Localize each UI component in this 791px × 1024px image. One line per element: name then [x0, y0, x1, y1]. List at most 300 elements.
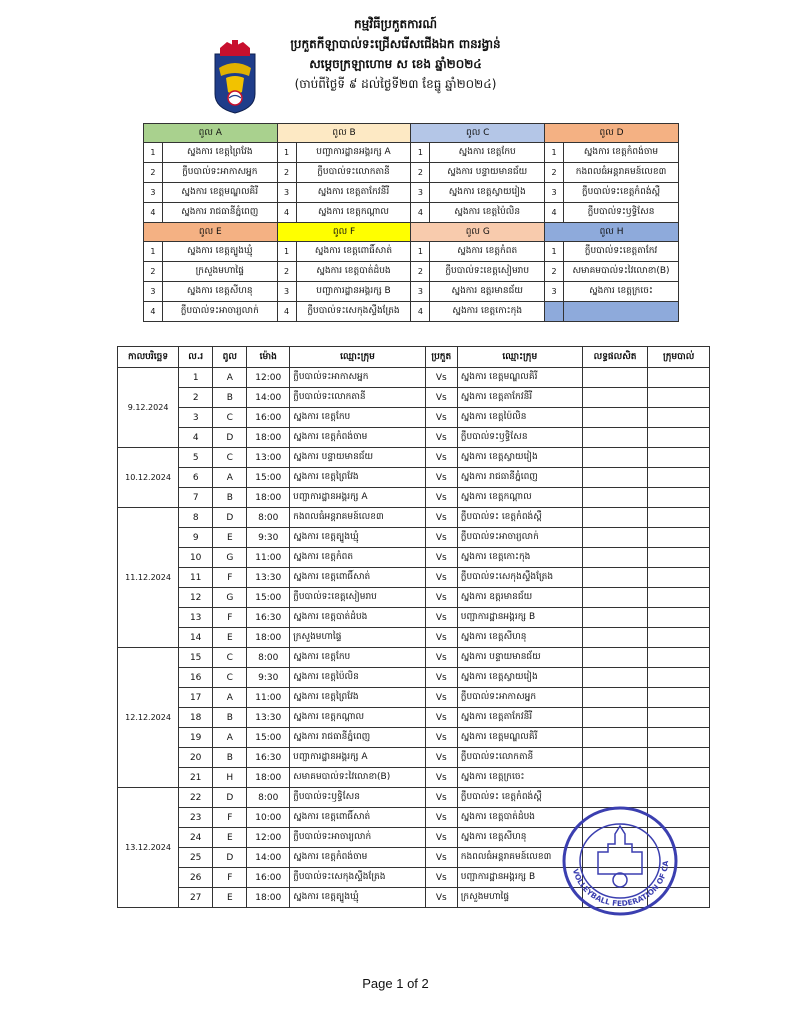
match-number: 13 — [179, 608, 213, 628]
pool-seed: 1 — [277, 242, 296, 262]
team-away: បញ្ជាការដ្ឋានអង្គរក្ស B — [457, 608, 582, 628]
pool-header-row — [144, 124, 679, 143]
match-pool: D — [213, 428, 247, 448]
match-time: 16:30 — [247, 748, 290, 768]
match-number: 14 — [179, 628, 213, 648]
schedule-header-7: លទ្ធផលសិត — [582, 347, 647, 368]
pool-team: ស្នងការ ខេត្តតាកែវនីរី — [296, 183, 411, 203]
match-time: 9:30 — [247, 668, 290, 688]
match-row — [118, 388, 710, 408]
team-away: ស្នងការ ខេត្តកណ្តាល — [457, 488, 582, 508]
schedule-header-1: ល.រ — [179, 347, 213, 368]
pool-seed: 3 — [277, 282, 296, 302]
pool-seed: 2 — [277, 262, 296, 282]
schedule-header-3: ម៉ោង — [247, 347, 290, 368]
match-row — [118, 688, 710, 708]
pool-team: ស្នងការ ខេត្តព្រៃវែង — [162, 143, 277, 163]
team-away: ស្នងការ ខេត្តមណ្ឌលគិរី — [457, 728, 582, 748]
result-cell — [582, 568, 647, 588]
pool-seed: 1 — [144, 143, 163, 163]
match-vs: Vs — [425, 428, 457, 448]
match-vs: Vs — [425, 828, 457, 848]
result-cell — [582, 588, 647, 608]
pool-team: ស្នងការ ខេត្តកណ្តាល — [296, 203, 411, 223]
pool-seed — [545, 302, 564, 322]
team-home: ក្លឹបបាល់ទះសេកុងស្ទឹងត្រែង — [290, 868, 426, 888]
referee-cell — [648, 368, 710, 388]
team-home: ស្នងការ ខេត្តត្បូងឃ្មុំ — [290, 888, 426, 908]
referee-cell — [648, 408, 710, 428]
pool-row — [144, 163, 679, 183]
match-pool: B — [213, 708, 247, 728]
team-home: ស្នងការ ខេត្តកែប — [290, 648, 426, 668]
match-time: 18:00 — [247, 628, 290, 648]
result-cell — [582, 548, 647, 568]
team-away: កងពលធំអន្តរាគមន៍លេខ៣ — [457, 848, 582, 868]
match-row — [118, 408, 710, 428]
pool-seed: 4 — [545, 203, 564, 223]
match-pool: G — [213, 588, 247, 608]
match-time: 14:00 — [247, 388, 290, 408]
match-row — [118, 628, 710, 648]
referee-cell — [648, 748, 710, 768]
team-home: ស្នងការ ខេត្តបាត់ដំបង — [290, 608, 426, 628]
match-pool: E — [213, 888, 247, 908]
team-home: ស្នងការ រាជធានីភ្នំពេញ — [290, 728, 426, 748]
pool-team: ស្នងការ ខេត្តប៉ៃលិន — [430, 203, 545, 223]
match-vs: Vs — [425, 628, 457, 648]
match-time: 16:00 — [247, 868, 290, 888]
referee-cell — [648, 428, 710, 448]
referee-cell — [648, 448, 710, 468]
match-vs: Vs — [425, 508, 457, 528]
match-number: 24 — [179, 828, 213, 848]
team-home: សមាគមបាល់ទះវៃលោខា(B) — [290, 768, 426, 788]
match-pool: B — [213, 748, 247, 768]
pool-team: ស្នងការ ខេត្តកែប — [430, 143, 545, 163]
result-cell — [582, 388, 647, 408]
match-row — [118, 428, 710, 448]
result-cell — [582, 488, 647, 508]
team-home: ស្នងការ ខេត្តកំពង់ចាម — [290, 428, 426, 448]
schedule-header-8: ក្រុមបាល់ — [648, 347, 710, 368]
pool-team: ស្នងការ ខេត្តមណ្ឌលគិរី — [162, 183, 277, 203]
pool-seed: 4 — [144, 203, 163, 223]
result-cell — [582, 528, 647, 548]
pool-team: ស្នងការ បន្ទាយមានជ័យ — [430, 163, 545, 183]
match-pool: E — [213, 528, 247, 548]
pool-team: ស្នងការ ខេត្តកោះកុង — [430, 302, 545, 322]
schedule-header-5: ប្រកួត — [425, 347, 457, 368]
match-vs: Vs — [425, 728, 457, 748]
match-row — [118, 588, 710, 608]
team-home: ក្លឹបបាល់ទះឫទ្ធិសែន — [290, 788, 426, 808]
pool-team: ក្លឹបបាល់ទះឫទ្ធិសែន — [564, 203, 679, 223]
pool-header-c: ពូល C — [411, 124, 545, 143]
match-row — [118, 508, 710, 528]
team-away: ស្នងការ បន្ទាយមានជ័យ — [457, 648, 582, 668]
header-trophy: សម្តេចក្រឡាហោម ស ខេង ឆ្នាំ២០២៤ — [309, 57, 482, 71]
match-vs: Vs — [425, 868, 457, 888]
match-vs: Vs — [425, 808, 457, 828]
team-home: ស្នងការ ខេត្តប៉ៃលិន — [290, 668, 426, 688]
pool-team: កងពលធំអន្តរាគមន៍លេខ៣ — [564, 163, 679, 183]
match-row — [118, 648, 710, 668]
pool-seed: 2 — [144, 163, 163, 183]
team-home: ស្នងការ ខេត្តពោធិ៍សាត់ — [290, 808, 426, 828]
match-pool: F — [213, 808, 247, 828]
match-pool: A — [213, 728, 247, 748]
schedule-header-6: ឈ្មោះក្រុម — [457, 347, 582, 368]
result-cell — [582, 748, 647, 768]
pool-team — [564, 302, 679, 322]
match-pool: D — [213, 508, 247, 528]
match-number: 19 — [179, 728, 213, 748]
pool-row — [144, 302, 679, 322]
referee-cell — [648, 688, 710, 708]
team-home: ក្រសួងមហាផ្ទៃ — [290, 628, 426, 648]
match-time: 12:00 — [247, 368, 290, 388]
match-number: 11 — [179, 568, 213, 588]
team-home: ក្លឹបបាល់ទះអាកាសអ្នក — [290, 368, 426, 388]
pool-team: ក្លឹបបាល់ទះខេត្តកំពង់ស្ពឺ — [564, 183, 679, 203]
match-row — [118, 468, 710, 488]
pool-seed: 2 — [411, 163, 430, 183]
pool-team: ស្នងការ ខេត្តពោធិ៍សាត់ — [296, 242, 411, 262]
team-away: ស្នងការ ខេត្តប៉ៃលិន — [457, 408, 582, 428]
match-time: 18:00 — [247, 488, 290, 508]
referee-cell — [648, 548, 710, 568]
team-away: ស្នងការ ខេត្តតាកែវនីរី — [457, 708, 582, 728]
pool-team: បញ្ជាការដ្ឋានអង្គរក្ស A — [296, 143, 411, 163]
match-number: 7 — [179, 488, 213, 508]
pool-row — [144, 183, 679, 203]
team-home: ស្នងការ ខេត្តព្រៃវែង — [290, 468, 426, 488]
team-away: ក្លឹបបាល់ទះឫទ្ធិសែន — [457, 428, 582, 448]
match-vs: Vs — [425, 548, 457, 568]
match-number: 6 — [179, 468, 213, 488]
team-away: ស្នងការ ខេត្តកោះកុង — [457, 548, 582, 568]
match-time: 15:00 — [247, 588, 290, 608]
referee-cell — [648, 768, 710, 788]
pool-row — [144, 143, 679, 163]
pool-header-e: ពូល E — [144, 223, 278, 242]
pool-team: សមាគមបាល់ទះវៃលោខា(B) — [564, 262, 679, 282]
match-number: 1 — [179, 368, 213, 388]
team-away: បញ្ជាការដ្ឋានអង្គរក្ស B — [457, 868, 582, 888]
team-home: ក្លឹបបាល់ទះខេត្តសៀមរាប — [290, 588, 426, 608]
match-number: 22 — [179, 788, 213, 808]
pool-seed: 3 — [545, 282, 564, 302]
pool-header-g: ពូល G — [411, 223, 545, 242]
pool-seed: 4 — [411, 203, 430, 223]
team-home: បញ្ជាការដ្ឋានអង្គរក្ស A — [290, 488, 426, 508]
referee-cell — [648, 728, 710, 748]
schedule-header-4: ឈ្មោះក្រុម — [290, 347, 426, 368]
match-number: 4 — [179, 428, 213, 448]
match-row — [118, 488, 710, 508]
result-cell — [582, 368, 647, 388]
pool-team: ស្នងការ ខេត្តកំពត — [430, 242, 545, 262]
match-pool: A — [213, 688, 247, 708]
referee-cell — [648, 608, 710, 628]
referee-cell — [648, 388, 710, 408]
match-number: 20 — [179, 748, 213, 768]
schedule-header-2: ពូល — [213, 347, 247, 368]
match-number: 8 — [179, 508, 213, 528]
match-number: 2 — [179, 388, 213, 408]
pool-seed: 4 — [411, 302, 430, 322]
match-pool: C — [213, 668, 247, 688]
pool-seed: 2 — [144, 262, 163, 282]
result-cell — [582, 648, 647, 668]
result-cell — [582, 628, 647, 648]
match-time: 9:30 — [247, 528, 290, 548]
match-pool: A — [213, 468, 247, 488]
pool-seed: 2 — [411, 262, 430, 282]
match-date: 10.12.2024 — [118, 448, 179, 508]
pool-seed: 1 — [411, 242, 430, 262]
team-away: ស្នងការ រាជធានីភ្នំពេញ — [457, 468, 582, 488]
result-cell — [582, 728, 647, 748]
match-vs: Vs — [425, 668, 457, 688]
referee-cell — [648, 568, 710, 588]
team-home: ស្នងការ ខេត្តត្បូងឃ្មុំ — [290, 528, 426, 548]
pool-seed: 4 — [144, 302, 163, 322]
pool-seed: 3 — [144, 282, 163, 302]
referee-cell — [648, 648, 710, 668]
match-time: 15:00 — [247, 468, 290, 488]
pool-seed: 1 — [144, 242, 163, 262]
pool-team: ស្នងការ ខេត្តត្បូងឃ្មុំ — [162, 242, 277, 262]
match-time: 12:00 — [247, 828, 290, 848]
match-vs: Vs — [425, 888, 457, 908]
result-cell — [582, 708, 647, 728]
referee-cell — [648, 708, 710, 728]
team-away: ក្លឹបបាល់ទះលោកតានី — [457, 748, 582, 768]
match-time: 8:00 — [247, 648, 290, 668]
match-number: 25 — [179, 848, 213, 868]
match-row — [118, 528, 710, 548]
match-number: 21 — [179, 768, 213, 788]
pool-row — [144, 262, 679, 282]
team-away: ស្នងការ ខេត្តស្វាយរៀង — [457, 448, 582, 468]
match-row — [118, 768, 710, 788]
team-home: ស្នងការ បន្ទាយមានជ័យ — [290, 448, 426, 468]
pool-seed: 4 — [277, 203, 296, 223]
team-away: ស្នងការ ខេត្តក្រចេះ — [457, 768, 582, 788]
match-time: 10:00 — [247, 808, 290, 828]
team-home: ស្នងការ ខេត្តកណ្តាល — [290, 708, 426, 728]
match-time: 8:00 — [247, 508, 290, 528]
team-home: បញ្ជាការដ្ឋានអង្គរក្ស A — [290, 748, 426, 768]
match-vs: Vs — [425, 688, 457, 708]
team-away: ស្នងការ ខេត្តសីហនុ — [457, 828, 582, 848]
match-vs: Vs — [425, 708, 457, 728]
match-number: 9 — [179, 528, 213, 548]
match-time: 14:00 — [247, 848, 290, 868]
pool-team: ស្នងការ ឧត្តរមានជ័យ — [430, 282, 545, 302]
match-time: 11:00 — [247, 548, 290, 568]
match-time: 8:00 — [247, 788, 290, 808]
match-vs: Vs — [425, 468, 457, 488]
match-pool: F — [213, 608, 247, 628]
pool-team: ស្នងការ ខេត្តកំពង់ចាម — [564, 143, 679, 163]
pool-seed: 1 — [545, 143, 564, 163]
pool-team: ស្នងការ ខេត្តស្វាយរៀង — [430, 183, 545, 203]
match-row — [118, 708, 710, 728]
match-number: 17 — [179, 688, 213, 708]
match-pool: E — [213, 828, 247, 848]
pool-seed: 2 — [545, 163, 564, 183]
pool-team: ក្លឹបបាល់ទះសេកុងស្ទឹងត្រែង — [296, 302, 411, 322]
pool-row — [144, 282, 679, 302]
match-row — [118, 548, 710, 568]
pool-seed: 3 — [411, 183, 430, 203]
pool-header-h: ពូល H — [545, 223, 679, 242]
match-vs: Vs — [425, 388, 457, 408]
referee-cell — [648, 628, 710, 648]
page-number: Page 1 of 2 — [362, 976, 429, 991]
match-row — [118, 568, 710, 588]
match-vs: Vs — [425, 568, 457, 588]
team-away: ក្លឹបបាល់ទះសេកុងស្ទឹងត្រែង — [457, 568, 582, 588]
match-row — [118, 608, 710, 628]
pool-row — [144, 203, 679, 223]
pool-team: ក្លឹបបាល់ទះខេត្តតាកែវ — [564, 242, 679, 262]
pool-header-a: ពូល A — [144, 124, 278, 143]
match-number: 12 — [179, 588, 213, 608]
result-cell — [582, 428, 647, 448]
pool-seed: 2 — [545, 262, 564, 282]
team-away: ស្នងការ ខេត្តមណ្ឌលគិរី — [457, 368, 582, 388]
schedule-header-row — [118, 347, 710, 368]
match-number: 10 — [179, 548, 213, 568]
pool-header-row — [144, 223, 679, 242]
match-vs: Vs — [425, 488, 457, 508]
referee-cell — [648, 588, 710, 608]
referee-cell — [648, 508, 710, 528]
header-dates: (ចាប់ពីថ្ងៃទី ៩ ដល់ថ្ងៃទី២៣ ខែធ្នូ ឆ្នាំ២០២៤) — [294, 77, 497, 91]
match-number: 3 — [179, 408, 213, 428]
result-cell — [582, 448, 647, 468]
match-time: 13:00 — [247, 448, 290, 468]
team-away: ក្លឹបបាល់ទះ ខេត្តកំពង់ស្ពឺ — [457, 508, 582, 528]
match-vs: Vs — [425, 848, 457, 868]
referee-cell — [648, 668, 710, 688]
match-time: 15:00 — [247, 728, 290, 748]
team-away: ស្នងការ ខេត្តស្វាយរៀង — [457, 668, 582, 688]
pool-row — [144, 242, 679, 262]
team-home: ស្នងការ ខេត្តកែប — [290, 408, 426, 428]
match-pool: B — [213, 488, 247, 508]
header-title: កម្មវិធីប្រកួតការណ៍ — [354, 17, 437, 31]
match-vs: Vs — [425, 768, 457, 788]
stamp-text: VOLLEYBALL FEDERATION OF CA — [570, 860, 671, 909]
team-home: ក្លឹបបាល់ទះលោកតានី — [290, 388, 426, 408]
match-pool: C — [213, 648, 247, 668]
pool-team: ក្លឹបបាល់ទះលោកតានី — [296, 163, 411, 183]
pool-seed: 3 — [545, 183, 564, 203]
match-date: 11.12.2024 — [118, 508, 179, 648]
pool-seed: 4 — [277, 302, 296, 322]
team-away: ស្នងការ ឧត្តរមានជ័យ — [457, 588, 582, 608]
pool-seed: 3 — [144, 183, 163, 203]
match-row — [118, 448, 710, 468]
team-home: ស្នងការ ខេត្តកំពត — [290, 548, 426, 568]
match-vs: Vs — [425, 748, 457, 768]
match-time: 16:00 — [247, 408, 290, 428]
pool-seed: 1 — [411, 143, 430, 163]
match-vs: Vs — [425, 368, 457, 388]
match-date: 9.12.2024 — [118, 368, 179, 448]
team-home: ស្នងការ ខេត្តពោធិ៍សាត់ — [290, 568, 426, 588]
result-cell — [582, 608, 647, 628]
match-row — [118, 748, 710, 768]
match-vs: Vs — [425, 448, 457, 468]
pool-team: ស្នងការ ខេត្តសីហនុ — [162, 282, 277, 302]
match-pool: C — [213, 408, 247, 428]
team-home: ស្នងការ ខេត្តកំពង់ចាម — [290, 848, 426, 868]
result-cell — [582, 468, 647, 488]
team-home: កងពលធំអន្តរាគមន៍លេខ៣ — [290, 508, 426, 528]
pool-header-d: ពូល D — [545, 124, 679, 143]
document-header — [0, 14, 791, 94]
match-vs: Vs — [425, 408, 457, 428]
pool-seed: 3 — [277, 183, 296, 203]
pool-seed: 2 — [277, 163, 296, 183]
team-home: ស្នងការ ខេត្តព្រៃវែង — [290, 688, 426, 708]
match-vs: Vs — [425, 528, 457, 548]
match-vs: Vs — [425, 608, 457, 628]
match-vs: Vs — [425, 648, 457, 668]
match-number: 27 — [179, 888, 213, 908]
match-time: 18:00 — [247, 888, 290, 908]
team-away: ស្នងការ ខេត្តសីហនុ — [457, 628, 582, 648]
team-away: ស្នងការ ខេត្តបាត់ដំបង — [457, 808, 582, 828]
pools-table — [143, 123, 679, 322]
header-subtitle: ប្រកួតកីឡាបាល់ទះជ្រើសរើសជើងឯក ពានរង្វាន់ — [290, 37, 501, 51]
pool-team: បញ្ជាការដ្ឋានអង្គរក្ស B — [296, 282, 411, 302]
result-cell — [582, 508, 647, 528]
pool-team: ក្លឹបបាល់ទះអាចារ្យលាក់ — [162, 302, 277, 322]
match-time: 11:00 — [247, 688, 290, 708]
match-number: 16 — [179, 668, 213, 688]
match-pool: A — [213, 368, 247, 388]
match-vs: Vs — [425, 788, 457, 808]
pool-team: ក្លឹបបាល់ទះខេត្តសៀមរាប — [430, 262, 545, 282]
match-time: 13:30 — [247, 568, 290, 588]
match-number: 26 — [179, 868, 213, 888]
team-away: ក្រសួងមហាផ្ទៃ — [457, 888, 582, 908]
team-away: ក្លឹបបាល់ទះអាកាសអ្នក — [457, 688, 582, 708]
team-away: ស្នងការ ខេត្តតាកែវនីរី — [457, 388, 582, 408]
pool-seed: 1 — [277, 143, 296, 163]
result-cell — [582, 688, 647, 708]
pool-seed: 3 — [411, 282, 430, 302]
match-date: 12.12.2024 — [118, 648, 179, 788]
match-number: 5 — [179, 448, 213, 468]
referee-cell — [648, 468, 710, 488]
match-time: 18:00 — [247, 768, 290, 788]
result-cell — [582, 768, 647, 788]
match-pool: D — [213, 788, 247, 808]
match-pool: H — [213, 768, 247, 788]
team-home: ក្លឹបបាល់ទះអាចារ្យលាក់ — [290, 828, 426, 848]
match-time: 18:00 — [247, 428, 290, 448]
match-pool: F — [213, 868, 247, 888]
match-row — [118, 668, 710, 688]
